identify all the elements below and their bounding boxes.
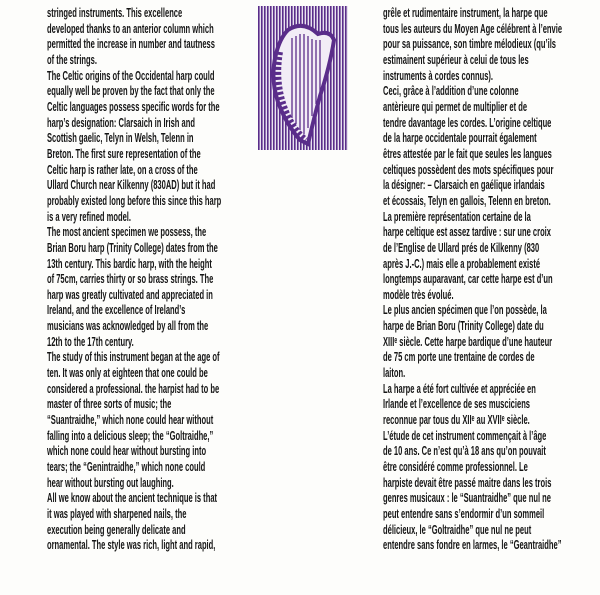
text-line: de la harpe occidentale pourrait également xyxy=(383,131,537,146)
text-line: antèrieure qui permet de multiplier et de xyxy=(383,99,528,114)
text-line: 12th to the 17th century. xyxy=(47,334,134,349)
paragraph xyxy=(47,350,221,491)
text-line: Brian Boru harp (Trinity College) dates from the xyxy=(47,240,218,255)
text-line: Irlande et l’excellence de ses musciciens xyxy=(383,397,531,412)
text-line: permitted the increase in number and tautness xyxy=(47,37,215,52)
text-line: of the strings. xyxy=(47,52,97,67)
text-line: “Suantraidhe,” which none could hear without xyxy=(47,413,214,428)
text-line: 13th century. This bardic harp, with the height xyxy=(47,256,212,271)
text-line: de 75 cm porte une trentaine de cordes de xyxy=(383,350,535,365)
text-line: probably existed long before this since this harp xyxy=(47,193,222,208)
text-line: The Celtic origins of the Occidental harp could xyxy=(47,68,215,83)
text-line: après J.-C.) mais elle a probablement existé xyxy=(383,256,541,271)
text-line: developed thanks to an anterior column which xyxy=(47,21,214,36)
text-line: harpiste devait être passé maitre dans les trois xyxy=(383,475,552,490)
text-line: musicians was acknowledged by all from the xyxy=(47,319,209,334)
text-line: être considéré comme professionnel. Le xyxy=(383,460,528,475)
text-line: is a very refined model. xyxy=(47,209,131,224)
text-line: de l’Englise de Ullard prés de Kilkenny (830 xyxy=(383,240,540,255)
text-line: hear without bursting out laughing. xyxy=(47,475,174,490)
text-line: instruments à cordes connus). xyxy=(383,68,494,83)
english-text-column xyxy=(47,6,221,554)
text-line: modèle très évolué. xyxy=(383,287,454,302)
text-line: harpe de Brian Boru (Trinity College) date du xyxy=(383,319,544,334)
paragraph xyxy=(47,491,221,554)
text-line: Le plus ancien spécimen que l’on possède, la xyxy=(383,303,547,318)
paragraph xyxy=(383,382,562,429)
text-line: celtiques possèdent des mots spécifiques pour xyxy=(383,162,554,177)
paragraph xyxy=(47,225,221,350)
french-text-column xyxy=(383,6,562,554)
text-line: Scottish gaelic, Telyn in Welsh, Telenn in xyxy=(47,131,194,146)
text-line: et écossais, Telyn en gallois, Telenn en breton. xyxy=(383,193,551,208)
text-line: de 10 ans. Ce n’est qu’à 18 ans qu’on pouvait xyxy=(383,444,546,459)
text-line: The study of this instrument began at the age of xyxy=(47,350,220,365)
text-line: la désigner: – Clarsaich en gaélique irlandais xyxy=(383,178,545,193)
text-line: Celtic harp is rather late, on a cross of the xyxy=(47,162,198,177)
text-line: Ullard Church near Kilkenny (830AD) but it had xyxy=(47,178,216,193)
text-line: master of three sorts of music; the xyxy=(47,397,172,412)
paragraph xyxy=(47,69,221,226)
text-line: Ireland, and the excellence of Ireland’s xyxy=(47,303,186,318)
text-line: longtemps auparavant, car cette harpe est d’un xyxy=(383,272,553,287)
paragraph xyxy=(47,6,221,69)
text-line: La première représentation certaine de la xyxy=(383,209,531,224)
text-line: which none could hear without bursting into xyxy=(47,444,207,459)
text-line: Ceci, grâce à l’addition d’une colonne xyxy=(383,84,519,99)
paragraph xyxy=(383,84,562,303)
text-line: tears; the “Genintraidhe,” which none could xyxy=(47,460,206,475)
paragraph xyxy=(383,429,562,554)
text-line: ten. It was only at eighteen that one could be xyxy=(47,366,208,381)
text-line: peut entendre sans s’endormir d’un sommeil xyxy=(383,507,545,521)
text-line: All we know about the ancient technique is that xyxy=(47,491,218,506)
text-line: Breton. The first sure representation of the xyxy=(47,146,201,161)
text-line: Celtic languages possess specific words for the xyxy=(47,99,220,114)
text-line: laiton. xyxy=(383,366,406,381)
text-line: harp’s designation: Clarsaich in Irish and xyxy=(47,115,195,130)
text-line: it was played with sharpened nails, the xyxy=(47,507,187,521)
text-line: La harpe a été fort cultivée et appréciée en xyxy=(383,381,536,396)
text-line: XIIIᵉ siècle. Cette harpe bardique d’une hauteur xyxy=(383,334,553,349)
text-line: grêle et rudimentaire instrument, la harpe que xyxy=(383,6,548,20)
text-line: equally well be proven by the fact that only the xyxy=(47,84,215,99)
celtic-harp-illustration xyxy=(258,6,348,150)
text-line: ornamental. The style was rich, light and rapid, xyxy=(47,538,216,553)
text-line: harp was greatly cultivated and appreciated in xyxy=(47,287,213,302)
text-line: pour sa puissance, son timbre mélodieux (qu’ils xyxy=(383,37,556,52)
text-line: êtres attestée par le fait que seules les langues xyxy=(383,146,552,161)
text-line: considered a professional. the harpist had to be xyxy=(47,381,220,396)
text-line: harpe celtique est assez tardive : sur une croix xyxy=(383,225,551,240)
text-line: tendre davantage les cordes. L’origine celtique xyxy=(383,115,552,130)
text-line: genres musicaux : le “Suantraidhe” que nul ne xyxy=(383,491,551,506)
text-line: estimainent supérieur à celui de tous les xyxy=(383,52,529,67)
text-line: The most ancient specimen we possess, the xyxy=(47,225,207,240)
paragraph xyxy=(383,303,562,381)
text-line: stringed instruments. This excellence xyxy=(47,6,183,20)
text-line: falling into a delicious sleep; the “Goltraidhe,” xyxy=(47,428,214,443)
paragraph xyxy=(383,6,562,84)
text-line: reconnue par tous du XIIᵉ au XVIIᵉ siècle. xyxy=(383,413,530,428)
text-line: délicieux, le “Goltraidhe” que nul ne peut xyxy=(383,522,532,537)
text-line: L’étude de cet instrument commençait à l’âge xyxy=(383,428,547,443)
text-line: execution being generally delicate and xyxy=(47,522,186,537)
text-line: tous les auteurs du Moyen Age célébrent à l’envie xyxy=(383,21,563,36)
text-line: of 75cm, carries thirty or so brass strings. The xyxy=(47,272,214,287)
text-line: entendre sans fondre en larmes, le “Geantraidhe” xyxy=(383,538,562,553)
